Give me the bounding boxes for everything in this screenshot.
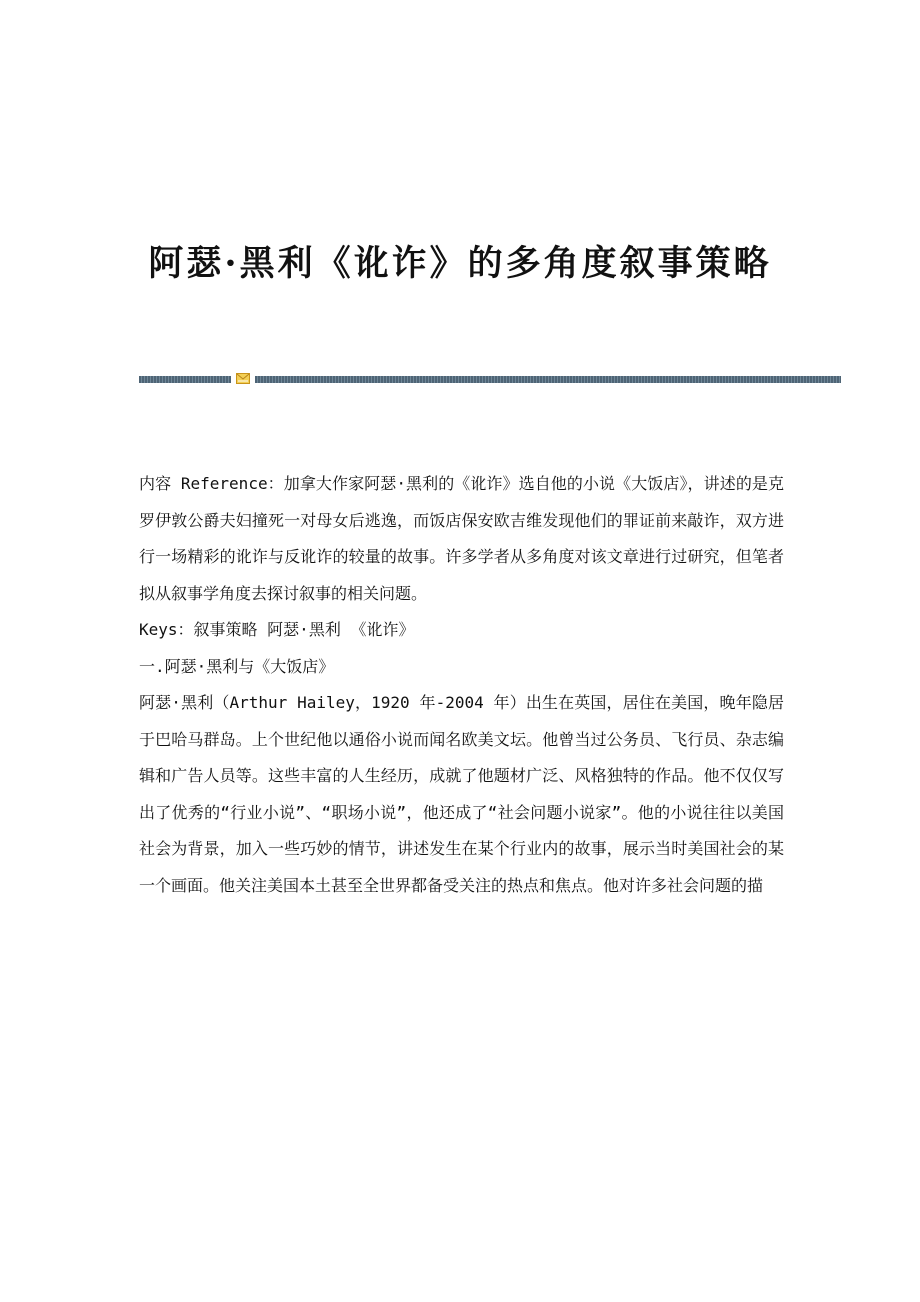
document-title: 阿瑟·黑利《讹诈》的多角度叙事策略 [148,243,772,285]
divider-bar-right [255,376,841,383]
abstract-paragraph [139,466,784,612]
divider-bar-left [139,376,231,383]
title-divider [139,372,841,386]
body-paragraph: 阿瑟·黑利（Arthur Hailey，1920 年-2004 年）出生在英国，居住在美国，晚年隐居于巴哈马群岛。上个世纪他以通俗小说而闻名欧美文坛。他曾当过公务员、飞行员、杂志编辑和广告人员等。这些丰富的人生经历，成就了他题材广泛、风格独特的作品。他不仅仅写出了优秀的“行业小说”、“职场小说”，他还成了“社会问题小说家”。他的小说往往以美国社会为背景，加入一些巧妙的情节，讲述发生在某个行业内的故事，展示当时美国社会的某一个画面。他关注美国本土甚至全世界都备受关注的热点和焦点。他对许多社会问题的描 [139,693,784,895]
section-heading: 一.阿瑟·黑利与《大饭店》 [139,656,335,676]
envelope-ornament-icon [236,372,250,385]
abstract-label: 内容 Reference： [139,474,284,493]
keywords-text: 叙事策略 阿瑟·黑利 《讹诈》 [193,620,415,639]
document-body [139,466,784,904]
keywords-paragraph [139,612,784,649]
abstract-text: 加拿大作家阿瑟·黑利的《讹诈》选自他的小说《大饭店》，讲述的是克罗伊敦公爵夫妇撞死一对母女后逃逸，而饭店保安欧吉维发现他们的罪证前来敲诈，双方进行一场精彩的讹诈与反讹诈的较量的故事。许多学者从多角度对该文章进行过研究，但笔者拟从叙事学角度去探讨叙事的相关问题。 [139,474,784,603]
keywords-label: Keys： [139,620,194,639]
